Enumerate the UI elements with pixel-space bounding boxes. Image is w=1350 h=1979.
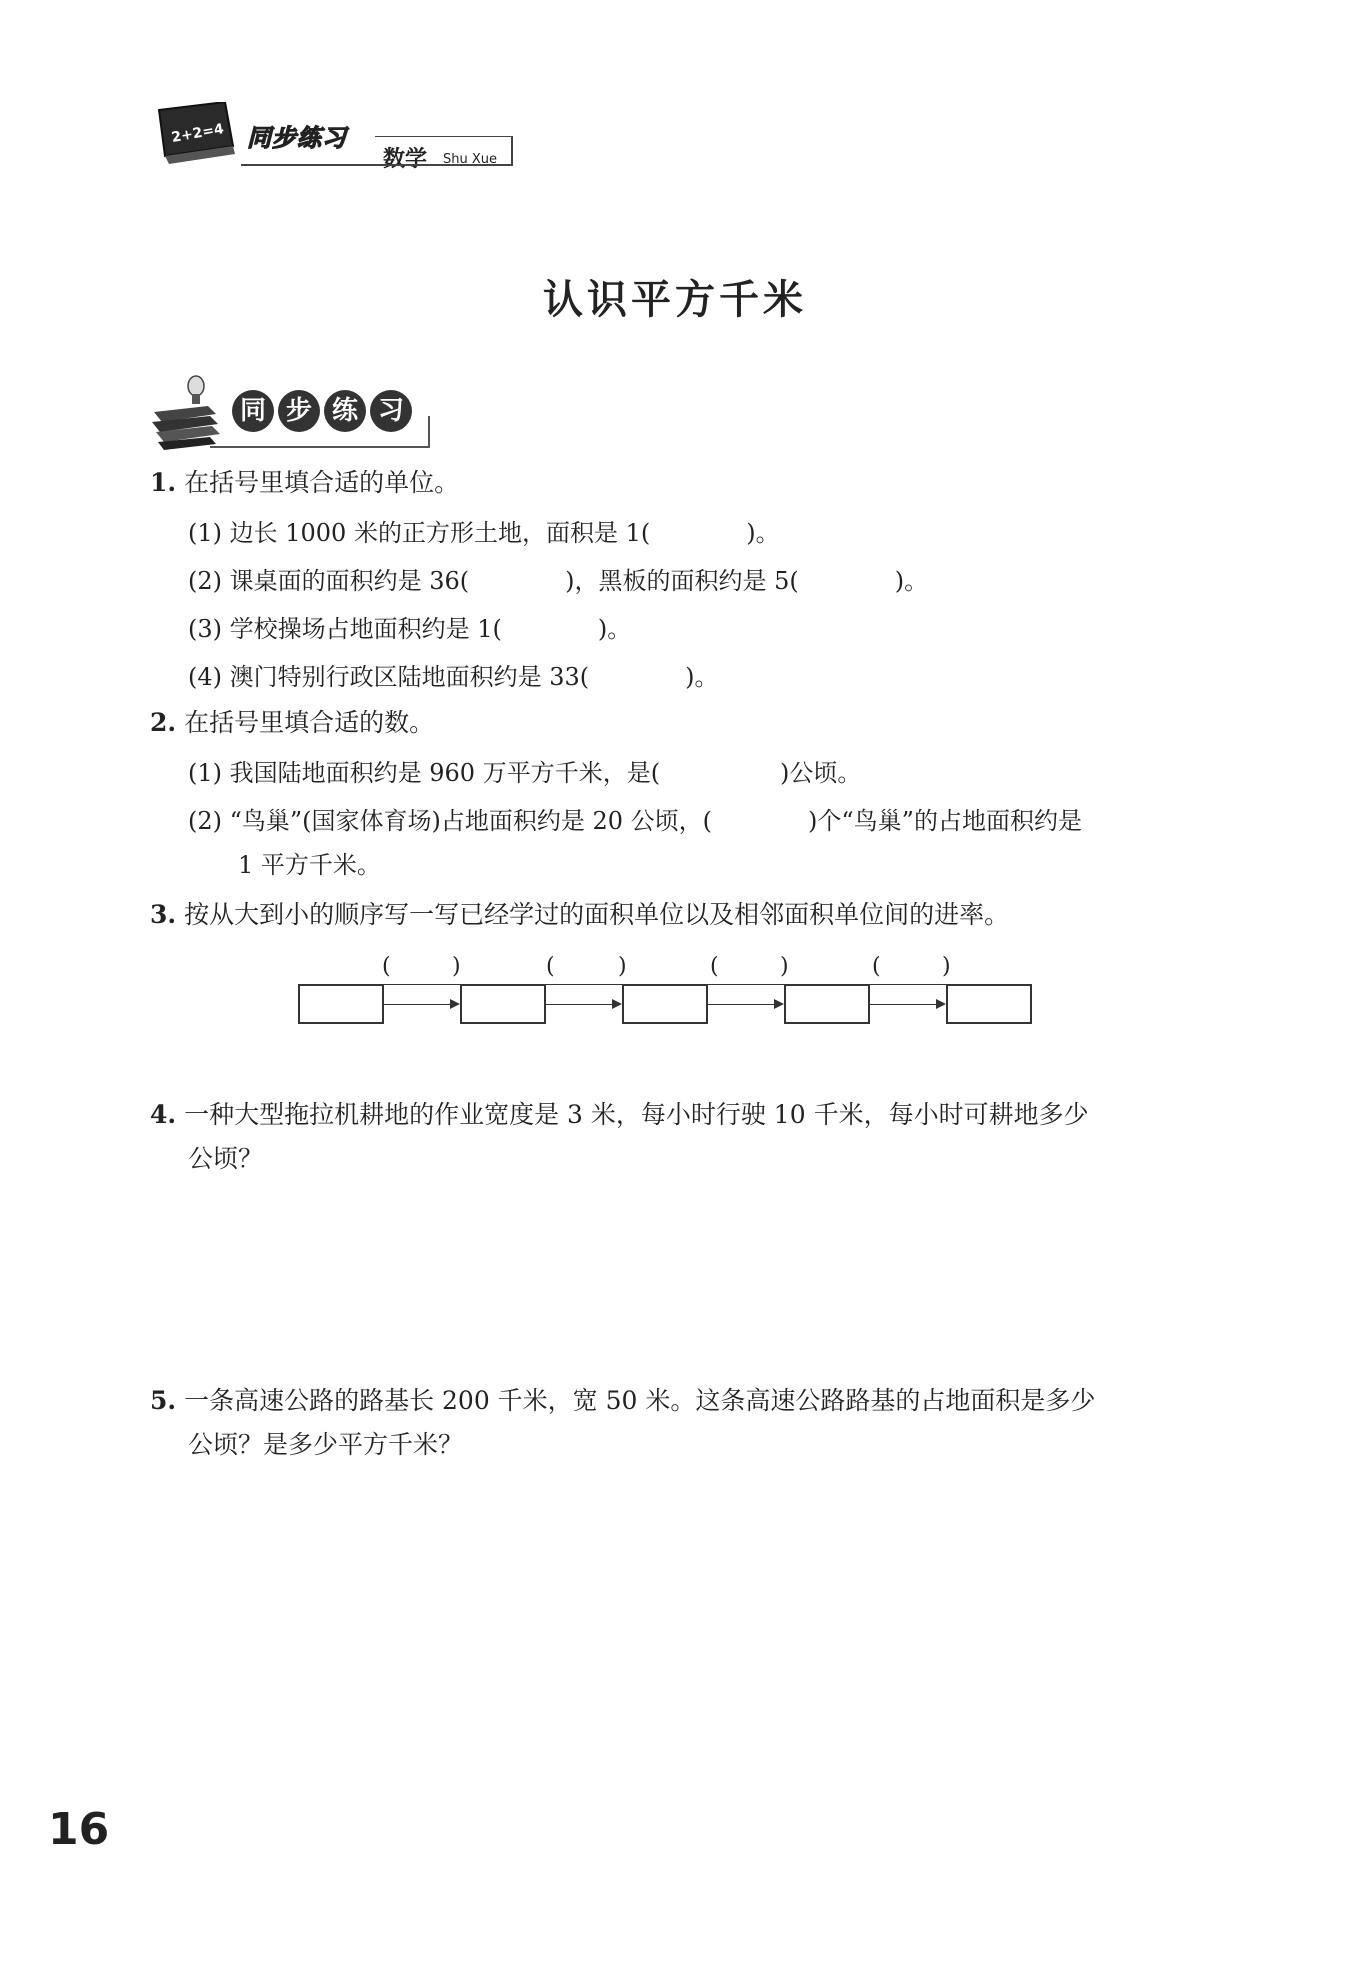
arrow-line-4 xyxy=(870,1004,936,1005)
question-text: 按从大到小的顺序写一写已经学过的面积单位以及相邻面积单位间的进率。 xyxy=(184,900,1010,929)
section-char-2: 步 xyxy=(278,390,320,432)
header-tick xyxy=(511,136,513,166)
rate-paren-right: ) xyxy=(618,954,627,979)
rate-paren-left: ( xyxy=(872,954,881,979)
arrow-line-1 xyxy=(384,1004,450,1005)
question-number: 3. xyxy=(150,900,177,929)
question-text-line-1: 一条高速公路的路基长 200 千米，宽 50 米。这条高速公路路基的占地面积是多少 xyxy=(184,1386,1096,1415)
question-2 xyxy=(150,706,434,740)
section-badge xyxy=(150,372,430,452)
unit-box-1[interactable] xyxy=(298,984,384,1024)
question-number: 1. xyxy=(150,468,177,497)
rate-line-4 xyxy=(826,984,948,985)
arrow-line-2 xyxy=(546,1004,612,1005)
section-underline xyxy=(210,446,430,448)
unit-box-5[interactable] xyxy=(946,984,1032,1024)
question-5 xyxy=(150,1384,1095,1418)
question-1 xyxy=(150,466,459,500)
rate-paren-right: ) xyxy=(452,954,461,979)
arrow-head-icon xyxy=(450,999,460,1009)
rate-line-3 xyxy=(664,984,786,985)
question-number: 4. xyxy=(150,1100,177,1129)
question-2-sub-1: (1) 我国陆地面积约是 960 万平方千米，是( )公顷。 xyxy=(188,759,862,787)
question-1-sub-3: (3) 学校操场占地面积约是 1( )。 xyxy=(188,615,632,643)
question-2-sub-2: (2) “鸟巢”(国家体育场)占地面积约是 20 公顷，( )个“鸟巢”的占地面积约是 xyxy=(188,807,1082,835)
rate-line-2 xyxy=(502,984,624,985)
header-badge xyxy=(155,92,515,182)
books-lamp-icon xyxy=(150,372,222,452)
question-number: 5. xyxy=(150,1386,177,1415)
rate-paren-left: ( xyxy=(382,954,391,979)
question-4 xyxy=(150,1098,1089,1132)
arrow-head-icon xyxy=(612,999,622,1009)
question-4-line-2: 公顷？ xyxy=(188,1144,264,1173)
question-text: 在括号里填合适的单位。 xyxy=(184,468,460,497)
rate-paren-right: ) xyxy=(780,954,789,979)
question-3 xyxy=(150,898,1009,932)
rate-paren-left: ( xyxy=(546,954,555,979)
header-pinyin: Shu Xue xyxy=(443,152,498,167)
question-number: 2. xyxy=(150,708,177,737)
header-underline xyxy=(241,164,513,166)
unit-box-2[interactable] xyxy=(460,984,546,1024)
section-tick xyxy=(428,416,430,446)
arrow-head-icon xyxy=(936,999,946,1009)
question-1-sub-2: (2) 课桌面的面积约是 36( )，黑板的面积约是 5( )。 xyxy=(188,567,929,595)
arrow-head-icon xyxy=(774,999,784,1009)
unit-box-4[interactable] xyxy=(784,984,870,1024)
question-1-sub-1: (1) 边长 1000 米的正方形土地，面积是 1( )。 xyxy=(188,519,780,547)
question-5-line-2: 公顷？是多少平方千米？ xyxy=(188,1430,464,1459)
rate-paren-right: ) xyxy=(942,954,951,979)
section-char-3: 练 xyxy=(324,390,366,432)
rate-line-1 xyxy=(340,984,462,985)
question-text-line-1: 一种大型拖拉机耕地的作业宽度是 3 米，每小时行驶 10 千米，每小时可耕地多少 xyxy=(184,1100,1089,1129)
page-title: 认识平方千米 xyxy=(543,277,807,323)
question-2-sub-2-cont: 1 平方千米。 xyxy=(238,851,381,879)
header-subject: 数学 xyxy=(383,147,428,172)
section-char-1: 同 xyxy=(232,390,274,432)
header-title: 同步练习 xyxy=(247,124,347,152)
arrow-line-3 xyxy=(708,1004,774,1005)
header-divider xyxy=(375,136,513,137)
page-number: 16 xyxy=(48,1804,110,1855)
question-text: 在括号里填合适的数。 xyxy=(184,708,435,737)
section-char-4: 习 xyxy=(370,390,412,432)
board-text: 2+2=4 xyxy=(170,121,225,147)
question-1-sub-4: (4) 澳门特别行政区陆地面积约是 33( )。 xyxy=(188,663,719,691)
chalkboard-icon xyxy=(155,102,237,166)
rate-paren-left: ( xyxy=(710,954,719,979)
unit-box-3[interactable] xyxy=(622,984,708,1024)
